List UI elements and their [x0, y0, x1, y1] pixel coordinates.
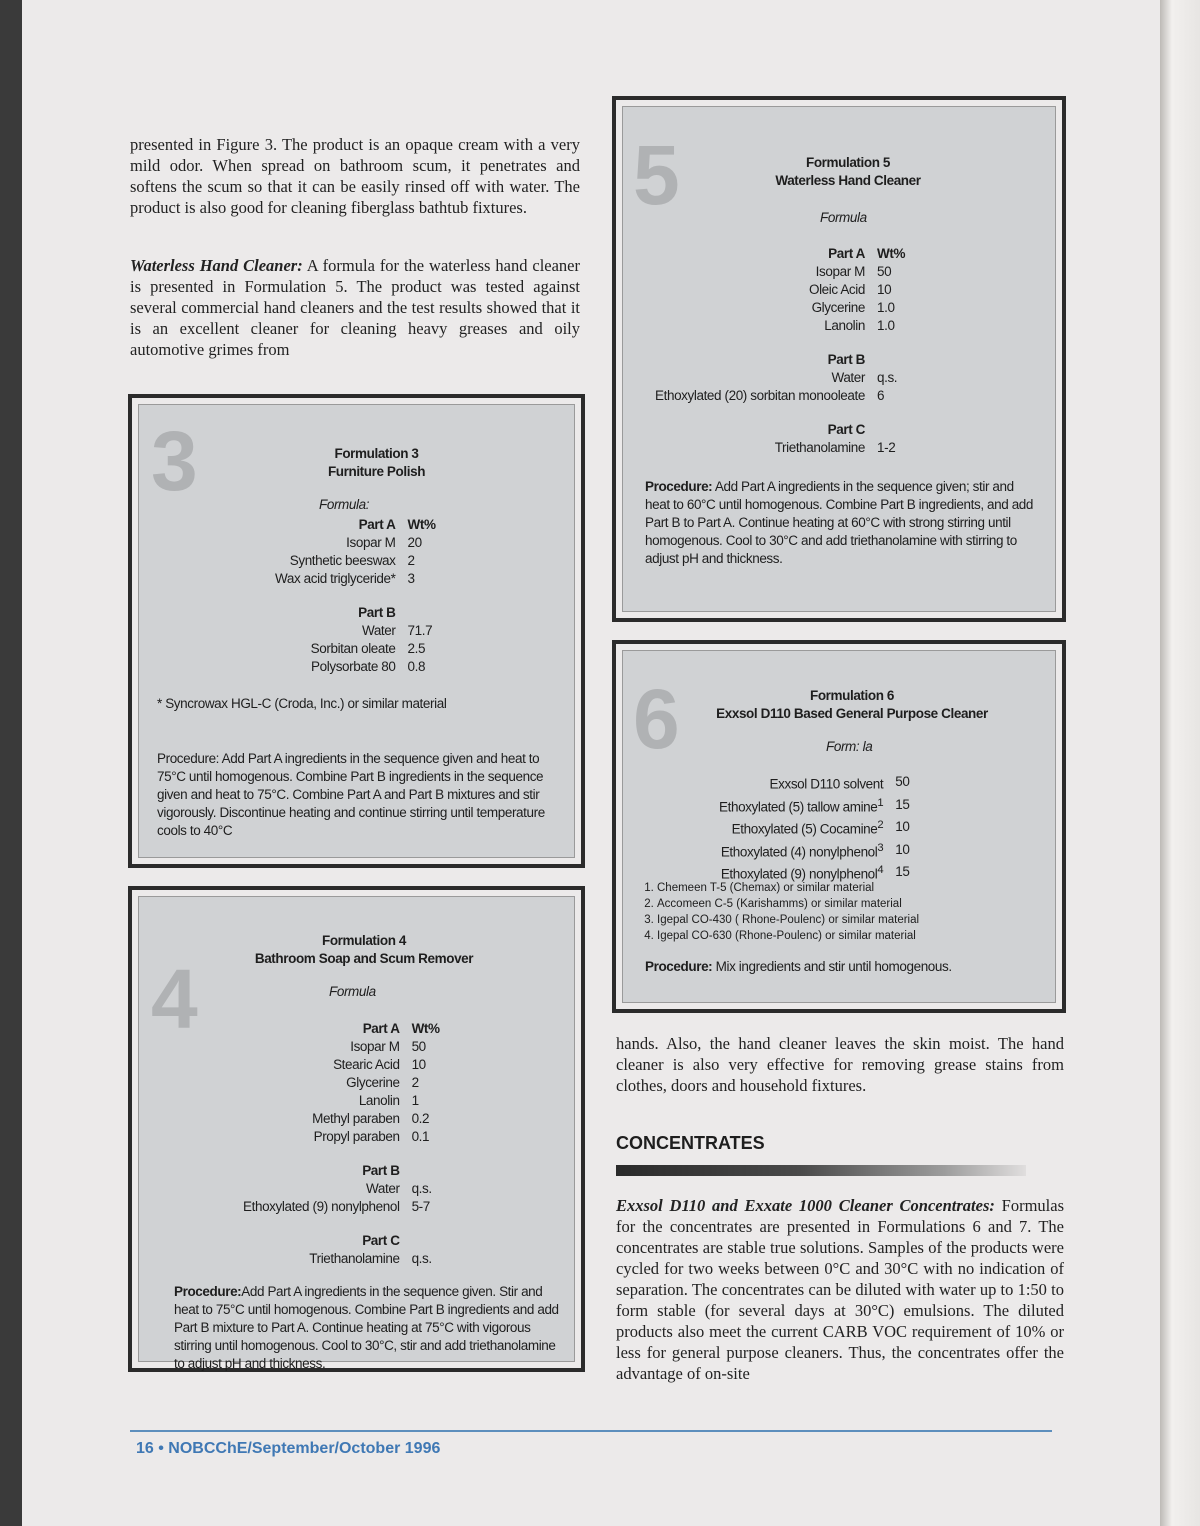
footnote: * Syncrowax HGL-C (Croda, Inc.) or similar material — [157, 696, 447, 711]
formula-label: Formula: — [319, 497, 370, 512]
procedure-text: Procedure: Add Part A ingredients in the sequence given and heat to 75°C until homogenous. Combine Part B ingredients in the sequence given and heat to 75°C. Combine Part A and Part B mixtures and stir vigorously. Discontinue heating and continue stirring until temperature cools to 40°C — [157, 751, 545, 838]
ingredient-table: Part A Wt% Isopar M 20 Synthetic beeswax 2 Wax acid triglyceride* 3 Part B Water 71.7 Sorbitan oleate 2.5 Polysorbate 80 0.8 — [275, 517, 436, 674]
formulation-6-box — [612, 640, 1066, 1013]
formulation-number: 3 — [151, 414, 198, 508]
formulation-number: 5 — [633, 128, 680, 222]
footnote: 1. Chemeen T-5 (Chemax) or similar material — [657, 880, 919, 896]
formula-label: Formula — [329, 984, 376, 999]
footnote: 4. Igepal CO-630 (Rhone-Poulenc) or similar material — [657, 928, 919, 944]
paragraph-body: Formulas for the concentrates are presented in Formulations 6 and 7. The concentrates are stable true solutions. Samples of the products were cycled for two weeks between 0°C and 30°C with no indication of separation. The concentrates can be diluted with water up to 1:50 to form stable (for several days at 30°C) emulsions. The diluted products also meet the current CARB VOC requirement of 10% or less for general purpose cleaners. Thus, the concentrates offer the advantage of on-site — [616, 1196, 1065, 1383]
page-footer: 16 • NOBCChE/September/October 1996 — [136, 1440, 441, 1457]
body-paragraph — [616, 1195, 1064, 1384]
ingredient-table: Exxsol D110 solvent 50 Ethoxylated (5) tallow amine$^1$ 15 Ethoxylated (5) Cocamine$^2$ 10 Ethoxylated (4) nonylphenol$^3$ 10 Ethoxylated (9) nonylphenol$^4$ 15 — [719, 774, 910, 882]
formulation-title: Formulation 4 Bathroom Soap and Scum Remover — [254, 933, 474, 966]
formulation-title: Formulation 3 Furniture Polish — [327, 446, 426, 479]
formula-label: Form: la — [826, 739, 873, 754]
formulation-number: 6 — [633, 672, 680, 766]
formulation-3-box — [128, 394, 585, 868]
paragraph-lead: Waterless Hand Cleaner: — [130, 256, 303, 275]
ingredient-table: Part A Wt% Isopar M 50 Oleic Acid 10 Glycerine 1.0 Lanolin 1.0 Part B Water q.s. Ethoxylated (20) sorbitan monooleate 6 Part C Triethanolamine 1-2 — [655, 246, 906, 455]
formulation-title: Formulation 6 Exxsol D110 Based General Purpose Cleaner — [716, 688, 988, 721]
footnote-list — [635, 880, 919, 944]
page-edge — [1160, 0, 1200, 1526]
paragraph-lead: Exxsol D110 and Exxate 1000 Cleaner Concentrates: — [616, 1196, 995, 1215]
procedure-text: Procedure: Add Part A ingredients in the sequence given; stir and heat to 60°C until homogenous. Combine Part B ingredients, and add Part B to Part A. Continue heating at 60°C with strong stirring until homogenous. Cool to 30°C and add triethanolamine with stirring to adjust pH and thickness. — [645, 479, 1034, 566]
footnote: 2. Accomeen C-5 (Karishamms) or similar material — [657, 896, 919, 912]
section-heading: CONCENTRATES — [616, 1133, 765, 1153]
procedure-text: Procedure: Mix ingredients and stir until homogenous. — [645, 959, 952, 974]
body-paragraph — [130, 255, 580, 360]
formula-label: Formula — [820, 210, 867, 225]
formulation-title: Formulation 5 Waterless Hand Cleaner — [775, 155, 921, 188]
heading-rule — [616, 1165, 1026, 1176]
procedure-text: Procedure:Add Part A ingredients in the sequence given. Stir and heat to 75°C until homogenous. Combine Part B ingredients and add Part B mixture to Part A. Continue heating at 75°C with vigorous stirring until homogenous. Cool to 30°C, stir and add triethanolamine to adjust pH and thickness. — [174, 1284, 559, 1371]
body-paragraph: presented in Figure 3. The product is an opaque cream with a very mild odor. When spread on bathroom scum, it penetrates and softens the scum so that it can be easily rinsed off with water. The product is also good for cleaning fiberglass bathtub fixtures. — [130, 135, 580, 217]
formulation-number: 4 — [151, 952, 198, 1046]
footer-rule — [130, 1430, 1052, 1432]
footnote: 3. Igepal CO-430 ( Rhone-Poulenc) or similar material — [657, 912, 919, 928]
body-paragraph: hands. Also, the hand cleaner leaves the skin moist. The hand cleaner is also very effective for removing grease stains from clothes, doors and household fixtures. — [616, 1034, 1064, 1095]
formulation-4-box — [128, 886, 585, 1372]
paragraph-body: A formula for the waterless hand cleaner is presented in Formulation 5. The product was tested against several commercial hand cleaners and the test results showed that it is an excellent cleaner for cleaning heavy greases and oily automotive grimes from — [130, 256, 580, 359]
formulation-5-box — [612, 96, 1066, 622]
ingredient-table: Part A Wt% Isopar M 50 Stearic Acid 10 Glycerine 2 Lanolin 1 Methyl paraben 0.2 Propyl paraben 0.1 Part B Water q.s. Ethoxylated (9) nonylphenol 5-7 Part C Triethanolamine q.s. — [243, 1021, 440, 1266]
